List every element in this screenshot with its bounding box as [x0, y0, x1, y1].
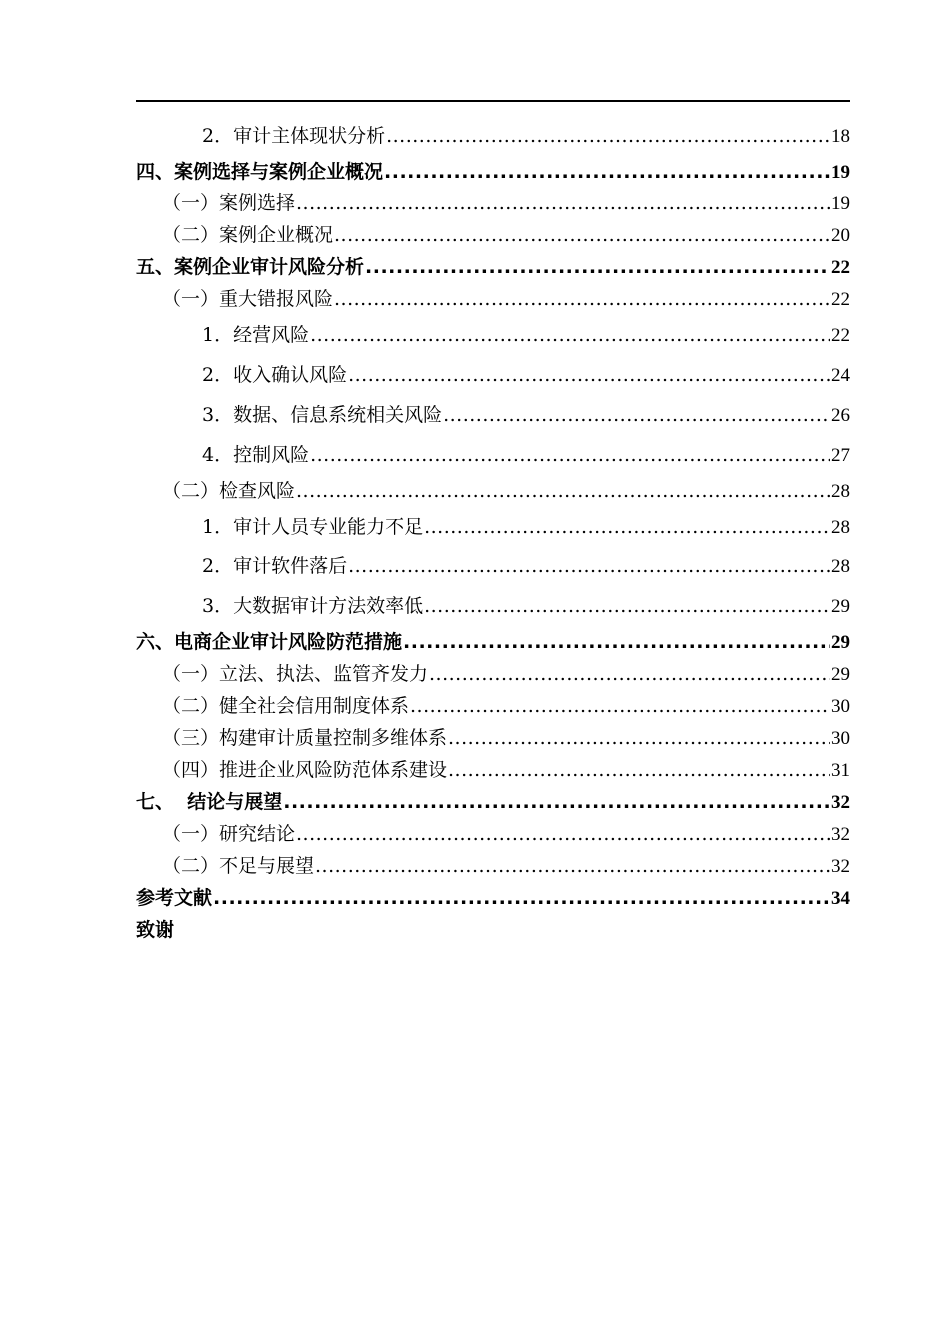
- toc-entry[interactable]: [136, 223, 850, 248]
- toc-entry[interactable]: [136, 694, 850, 719]
- toc-entry-title: （二）不足与展望: [162, 855, 315, 877]
- toc-entry-title: （四）推进企业风险防范体系建设: [162, 759, 448, 781]
- toc-entry-title: （三）构建审计质量控制多维体系: [162, 727, 448, 749]
- toc-page-number: 34: [831, 888, 850, 909]
- toc-entry[interactable]: [136, 790, 850, 815]
- toc-entry[interactable]: [136, 479, 850, 504]
- toc-entry-title: 3．大数据审计方法效率低: [202, 595, 424, 617]
- toc-entry[interactable]: [136, 726, 850, 751]
- toc-entry[interactable]: [136, 918, 850, 942]
- toc-entry-title: （二）健全社会信用制度体系: [162, 695, 410, 717]
- toc-page-number: 22: [831, 257, 850, 278]
- toc-entry[interactable]: [136, 822, 850, 847]
- toc-leader-dots: [365, 255, 830, 279]
- toc-entry[interactable]: [136, 403, 850, 428]
- toc-entry-title: 2．审计主体现状分析: [202, 125, 386, 147]
- toc-page-number: 22: [831, 289, 850, 310]
- toc-page-number: 22: [831, 325, 850, 346]
- toc-leader-dots: [386, 124, 830, 148]
- toc-page-number: 26: [831, 405, 850, 426]
- toc-leader-dots: [334, 223, 830, 247]
- toc-entry[interactable]: [136, 515, 850, 540]
- toc-leader-dots: [443, 403, 830, 427]
- toc-entry-title: 五、案例企业审计风险分析: [136, 256, 365, 278]
- toc-entry-title: 2．收入确认风险: [202, 364, 348, 386]
- toc-entry-title: 六、电商企业审计风险防范措施: [136, 631, 403, 653]
- toc-entry-title: 1．审计人员专业能力不足: [202, 516, 424, 538]
- toc-page-number: 28: [831, 481, 850, 502]
- toc-page-number: 20: [831, 225, 850, 246]
- toc-leader-dots: [310, 443, 830, 467]
- toc-entry-title: （一）重大错报风险: [162, 288, 334, 310]
- toc-leader-dots: [384, 160, 830, 184]
- toc-entry[interactable]: [136, 662, 850, 687]
- toc-page-number: 31: [831, 760, 850, 781]
- toc-leader-dots: [348, 554, 830, 578]
- toc-entry-title: （一）研究结论: [162, 823, 296, 845]
- toc-page-number: 29: [831, 596, 850, 617]
- toc-leader-dots: [348, 363, 830, 387]
- toc-page-number: 18: [831, 126, 850, 147]
- toc-entry[interactable]: [136, 854, 850, 879]
- toc-entry-title: （一）案例选择: [162, 192, 296, 214]
- toc-entry[interactable]: [136, 630, 850, 655]
- toc-entry[interactable]: [136, 363, 850, 388]
- toc-page-number: 32: [831, 856, 850, 877]
- toc-entry[interactable]: [136, 160, 850, 185]
- toc-entry[interactable]: [136, 758, 850, 783]
- toc-page-number: 28: [831, 517, 850, 538]
- toc-entry[interactable]: [136, 124, 850, 149]
- toc-leader-dots: [283, 790, 830, 814]
- header-rule: [136, 100, 850, 102]
- toc-entry-title: （一）立法、执法、监管齐发力: [162, 663, 429, 685]
- toc-page-number: 30: [831, 728, 850, 749]
- toc-leader-dots: [448, 726, 830, 750]
- toc-leader-dots: [448, 758, 830, 782]
- toc-entry[interactable]: [136, 323, 850, 348]
- toc-entry[interactable]: [136, 443, 850, 468]
- toc-leader-dots: [310, 323, 830, 347]
- toc-leader-dots: [429, 662, 830, 686]
- toc-entry-title: 1．经营风险: [202, 324, 310, 346]
- toc-page-number: 32: [831, 824, 850, 845]
- toc-page-number: 24: [831, 365, 850, 386]
- toc-entry-title: 四、案例选择与案例企业概况: [136, 161, 384, 183]
- toc-page-number: 29: [831, 664, 850, 685]
- toc-entry[interactable]: [136, 886, 850, 911]
- toc-entry[interactable]: [136, 594, 850, 619]
- toc-entry-title: （二）案例企业概况: [162, 224, 334, 246]
- toc-leader-dots: [296, 191, 830, 215]
- toc-page-number: 30: [831, 696, 850, 717]
- toc-entry-title: 3．数据、信息系统相关风险: [202, 404, 443, 426]
- toc-page-number: 27: [831, 445, 850, 466]
- toc-leader-dots: [424, 515, 830, 539]
- toc-leader-dots: [403, 630, 830, 654]
- toc-page-number: 19: [831, 162, 850, 183]
- toc-entry[interactable]: [136, 554, 850, 579]
- toc-leader-dots: [296, 479, 830, 503]
- toc-entry-title: 参考文献: [136, 887, 213, 909]
- toc-leader-dots: [410, 694, 830, 718]
- toc-entry-title: （二）检查风险: [162, 480, 296, 502]
- toc-entry[interactable]: [136, 191, 850, 216]
- toc-page-number: 28: [831, 556, 850, 577]
- toc-page-number: 29: [831, 632, 850, 653]
- toc-leader-dots: [296, 822, 830, 846]
- toc-leader-dots: [315, 854, 830, 878]
- toc-page-number: 19: [831, 193, 850, 214]
- toc-entry[interactable]: [136, 287, 850, 312]
- toc-leader-dots: [213, 886, 830, 910]
- toc-entry-title: 七、 结论与展望: [136, 791, 283, 813]
- toc-entry[interactable]: [136, 255, 850, 280]
- toc-page-number: 32: [831, 792, 850, 813]
- toc-entry-title: 2．审计软件落后: [202, 555, 348, 577]
- toc-leader-dots: [334, 287, 830, 311]
- toc-leader-dots: [424, 594, 830, 618]
- toc-entry-title: 4．控制风险: [202, 444, 310, 466]
- toc-entry-title: 致谢: [136, 919, 175, 941]
